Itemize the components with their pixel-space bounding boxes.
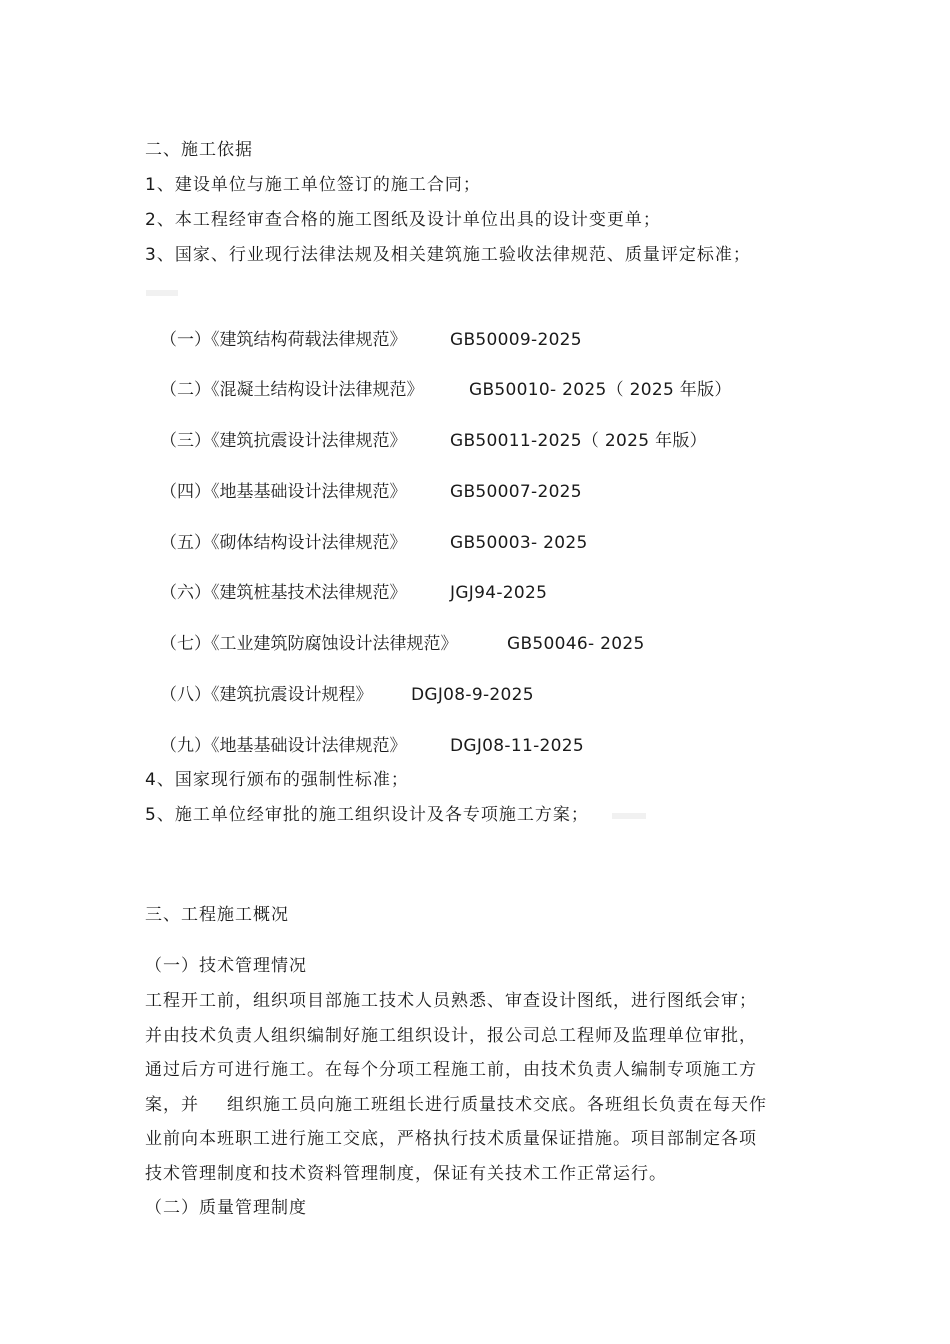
scan-artifact [612, 813, 646, 819]
standard-title: （五）《砌体结构设计法律规范》 [160, 533, 407, 553]
scan-artifact [146, 290, 178, 296]
standard-code: GB50007-2025 [450, 482, 582, 502]
standard-item [160, 634, 760, 654]
section-heading: 三、工程施工概况 [145, 905, 289, 925]
standard-code: DGJ08-11-2025 [450, 736, 584, 756]
standard-code: JGJ94-2025 [450, 583, 548, 603]
standard-item [160, 685, 760, 705]
standard-code: GB50010- 2025（ 2025 年版） [469, 380, 732, 400]
standard-item [160, 431, 760, 451]
standard-title: （八）《建筑抗震设计规程》 [160, 685, 373, 705]
section-heading: 二、施工依据 [145, 140, 253, 160]
paragraph-line: 案，并 组织施工员向施工班组长进行质量技术交底。各班组长负责在每天作 [145, 1094, 767, 1115]
subsection-heading: （二）质量管理制度 [145, 1198, 307, 1218]
paragraph-line: 工程开工前，组织项目部施工技术人员熟悉、审查设计图纸，进行图纸会审； [145, 991, 757, 1011]
standard-title: （七）《工业建筑防腐蚀设计法律规范》 [160, 634, 458, 654]
list-item: 1、建设单位与施工单位签订的施工合同； [145, 175, 481, 195]
paragraph-line: 通过后方可进行施工。在每个分项工程施工前，由技术负责人编制专项施工方 [145, 1060, 757, 1081]
paragraph [145, 984, 810, 1192]
standard-item [160, 533, 760, 553]
standard-title: （四）《地基基础设计法律规范》 [160, 482, 407, 502]
standard-title: （九）《地基基础设计法律规范》 [160, 736, 407, 756]
standard-item [160, 482, 760, 502]
standard-item [160, 330, 760, 350]
standard-item [160, 380, 760, 400]
list-item: 3、国家、行业现行法律法规及相关建筑施工验收法律规范、质量评定标准； [145, 245, 751, 265]
standard-title: （三）《建筑抗震设计法律规范》 [160, 431, 407, 451]
standard-title: （二）《混凝土结构设计法律规范》 [160, 380, 424, 400]
standard-item [160, 736, 760, 756]
list-item: 5、施工单位经审批的施工组织设计及各专项施工方案； [145, 805, 589, 825]
list-item: 4、国家现行颁布的强制性标准； [145, 770, 409, 790]
standard-title: （一）《建筑结构荷载法律规范》 [160, 330, 407, 350]
standard-title: （六）《建筑桩基技术法律规范》 [160, 583, 407, 603]
standard-code: DGJ08-9-2025 [411, 685, 534, 705]
standard-code: GB50011-2025（ 2025 年版） [450, 431, 707, 451]
standard-code: GB50009-2025 [450, 330, 582, 350]
paragraph-line: 并由技术负责人组织编制好施工组织设计，报公司总工程师及监理单位审批， [145, 1025, 757, 1046]
paragraph-line: 技术管理制度和技术资料管理制度，保证有关技术工作正常运行。 [145, 1163, 667, 1184]
standard-item [160, 583, 760, 603]
subsection-heading: （一）技术管理情况 [145, 956, 307, 976]
standard-code: GB50003- 2025 [450, 533, 588, 553]
list-item: 2、本工程经审查合格的施工图纸及设计单位出具的设计变更单； [145, 210, 661, 230]
paragraph-line: 业前向本班职工进行施工交底，严格执行技术质量保证措施。项目部制定各项 [145, 1129, 757, 1150]
standard-code: GB50046- 2025 [507, 634, 645, 654]
